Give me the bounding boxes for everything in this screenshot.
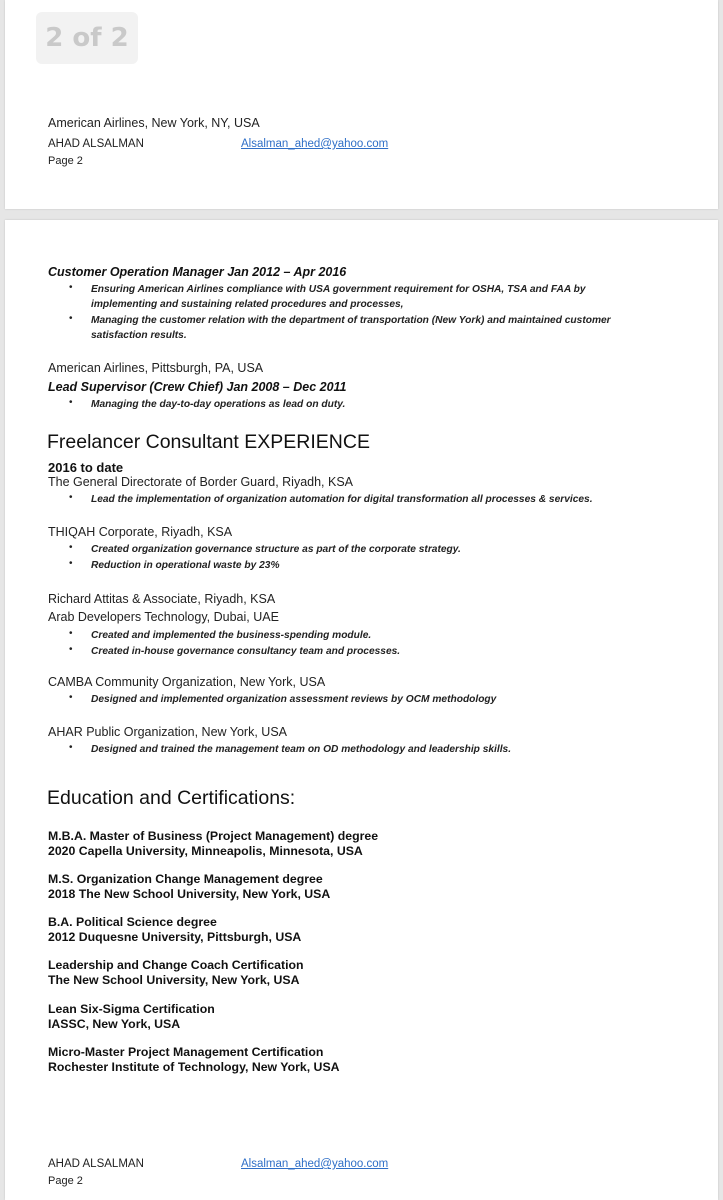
footer-email-link[interactable]: Alsalman_ahed@yahoo.com — [241, 138, 389, 150]
org-name: The General Directorate of Border Guard, Riyadh, KSA — [48, 475, 354, 489]
bullet-text: Created organization governance structure as part of the corporate strategy. — [91, 544, 461, 555]
education-title: M.B.A. Master of Business (Project Management) degree — [48, 829, 379, 843]
bullet-icon: • — [69, 558, 73, 569]
bullet-icon: • — [69, 542, 73, 553]
org-name: Richard Attitas & Associate, Riyadh, KSA — [48, 592, 276, 606]
section-heading-education: Education and Certifications: — [47, 787, 296, 809]
org-name: THIQAH Corporate, Riyadh, KSA — [48, 525, 233, 539]
footer-page-number: Page 2 — [48, 155, 83, 167]
role-title-supervisor: Lead Supervisor (Crew Chief) Jan 2008 – Dec 2011 — [48, 380, 347, 394]
bullet-icon: • — [69, 742, 73, 753]
education-item — [48, 1002, 215, 1032]
bullet-text: Designed and trained the management team on OD methodology and leadership skills. — [91, 744, 512, 755]
org-name: CAMBA Community Organization, New York, USA — [48, 675, 326, 689]
education-title: Lean Six-Sigma Certification — [48, 1002, 215, 1016]
education-item — [48, 872, 330, 902]
bullet-text: Lead the implementation of organization automation for digital transformation all processes & services. — [91, 494, 593, 505]
org-name: AHAR Public Organization, New York, USA — [48, 725, 287, 739]
education-detail: IASSC, New York, USA — [48, 1017, 181, 1031]
location-line: American Airlines, Pittsburgh, PA, USA — [48, 361, 264, 375]
education-detail: Rochester Institute of Technology, New York, USA — [48, 1060, 340, 1074]
education-detail: 2018 The New School University, New York, USA — [48, 887, 331, 901]
education-title: Micro-Master Project Management Certification — [48, 1045, 324, 1059]
bullet-icon: • — [69, 644, 73, 655]
section-heading-freelance: Freelancer Consultant EXPERIENCE — [47, 431, 370, 453]
footer-name: AHAD ALSALMAN — [48, 138, 144, 150]
education-detail: 2020 Capella University, Minneapolis, Minnesota, USA — [48, 844, 363, 858]
bullet-text: Managing the customer relation with the department of transportation (New York) and maintained customer — [91, 315, 611, 326]
footer-email-link[interactable]: Alsalman_ahed@yahoo.com — [241, 1158, 389, 1170]
education-title: Leadership and Change Coach Certification — [48, 958, 304, 972]
role-title-manager: Customer Operation Manager Jan 2012 – Apr 2016 — [48, 265, 347, 279]
education-item — [48, 829, 378, 859]
freelance-date: 2016 to date — [48, 460, 124, 475]
org-name: Arab Developers Technology, Dubai, UAE — [48, 610, 279, 624]
education-item — [48, 1045, 340, 1075]
bullet-icon: • — [69, 313, 73, 324]
education-detail: The New School University, New York, USA — [48, 973, 300, 987]
education-detail: 2012 Duquesne University, Pittsburgh, USA — [48, 930, 302, 944]
bullet-icon: • — [69, 628, 73, 639]
bullet-icon: • — [69, 692, 73, 703]
bullet-icon: • — [69, 397, 73, 408]
bullet-icon: • — [69, 282, 73, 293]
bullet-text: Ensuring American Airlines compliance with USA government requirement for OSHA, TSA and FAA by — [91, 284, 586, 295]
bullet-text: Managing the day-to-day operations as lead on duty. — [91, 399, 346, 410]
bullet-text-cont: satisfaction results. — [91, 330, 187, 341]
education-item — [48, 958, 304, 988]
bullet-text: Designed and implemented organization assessment reviews by OCM methodology — [91, 694, 497, 705]
footer-page-number: Page 2 — [48, 1175, 83, 1187]
bullet-text: Reduction in operational waste by 23% — [91, 560, 280, 571]
location-line: American Airlines, New York, NY, USA — [48, 116, 260, 130]
page-counter-badge: 2 of 2 — [36, 12, 138, 64]
education-title: M.S. Organization Change Management degree — [48, 872, 323, 886]
bullet-text: Created and implemented the business-spending module. — [91, 630, 372, 641]
bullet-icon: • — [69, 492, 73, 503]
bullet-text: Created in-house governance consultancy team and processes. — [91, 646, 401, 657]
education-title: B.A. Political Science degree — [48, 915, 217, 929]
education-item — [48, 915, 301, 945]
footer-name: AHAD ALSALMAN — [48, 1158, 144, 1170]
bullet-text-cont: implementing and sustaining related procedures and processes, — [91, 299, 404, 310]
page-2 — [5, 220, 718, 1200]
